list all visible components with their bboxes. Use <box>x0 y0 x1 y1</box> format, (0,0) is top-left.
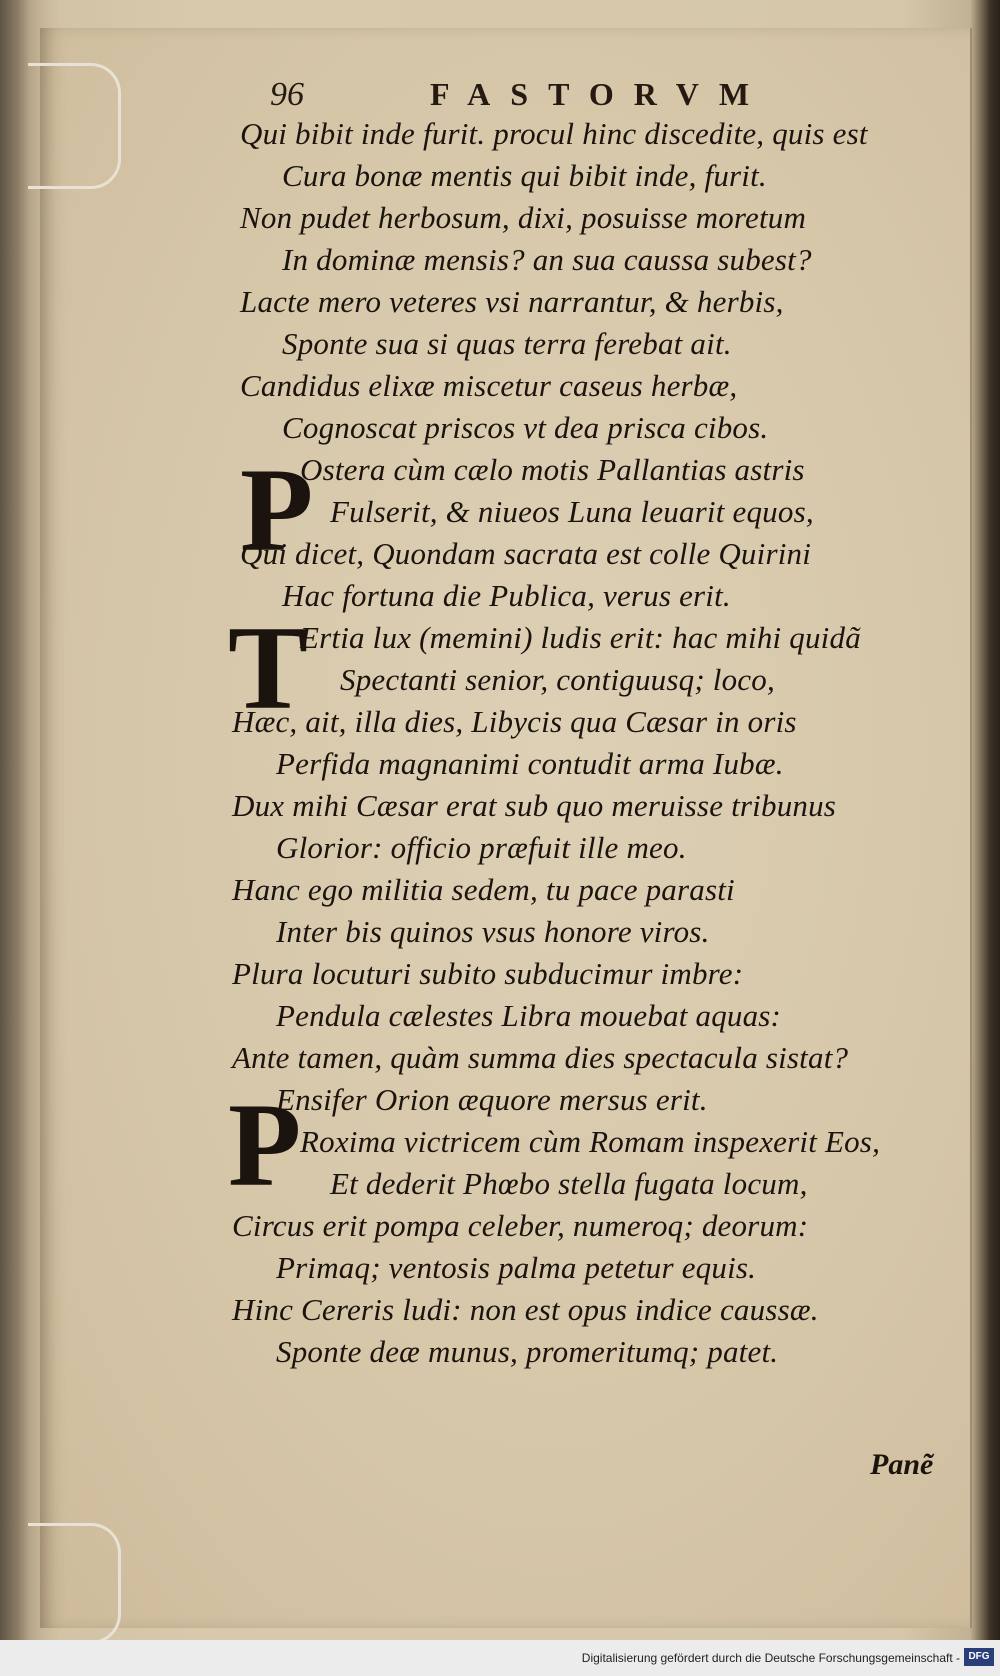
funding-notice: Digitalisierung gefördert durch die Deutsche Forschungsgemeinschaft - <box>581 1651 960 1665</box>
verse-line: Ensifer Orion æquore mersus erit. <box>276 1082 708 1117</box>
verse-line: In dominæ mensis? an sua caussa subest? <box>282 242 812 277</box>
catchword: Panẽ <box>870 1448 934 1481</box>
verse-line: Ante tamen, quàm summa dies spectacula sistat? <box>232 1040 849 1075</box>
dfg-logo: DFG <box>964 1648 994 1666</box>
drop-cap: P <box>240 443 314 576</box>
verse-line: Hæc, ait, illa dies, Libycis qua Cæsar in oris <box>232 704 797 739</box>
verse-line: Dux mihi Cæsar erat sub quo meruisse tribunus <box>232 788 837 823</box>
page-number: 96 <box>270 76 304 113</box>
verse-line: Sponte sua si quas terra ferebat ait. <box>282 326 732 361</box>
verse-line: Qui bibit inde furit. procul hinc discedite, quis est <box>240 116 868 151</box>
verse-line: Inter bis quinos vsus honore viros. <box>276 914 710 949</box>
drop-cap: P <box>228 1078 302 1211</box>
verse-line: Ostera cùm cælo motis Pallantias astris <box>300 452 805 487</box>
drop-cap: T <box>228 601 309 734</box>
running-title: FASTORVM <box>430 76 770 112</box>
verse-line: Qui dicet, Quondam sacrata est colle Quirini <box>240 536 812 571</box>
verse-line: Ertia lux (memini) ludis erit: hac mihi quidã <box>300 620 861 655</box>
verse-line: Plura locuturi subito subducimur imbre: <box>232 956 744 991</box>
page-header <box>270 76 830 116</box>
verse-line: Circus erit pompa celeber, numeroq; deorum: <box>232 1208 809 1243</box>
verse-line: Hanc ego militia sedem, tu pace parasti <box>232 872 735 907</box>
verse-line: Hac fortuna die Publica, verus erit. <box>282 578 731 613</box>
verse-line: Glorior: officio præfuit ille meo. <box>276 830 687 865</box>
verse-line: Et dederit Phœbo stella fugata locum, <box>330 1166 808 1201</box>
verse-line: Spectanti senior, contiguusq; loco, <box>340 662 775 697</box>
verse-line: Hinc Cereris ludi: non est opus indice caussæ. <box>232 1292 819 1327</box>
verse-line: Pendula cælestes Libra mouebat aquas: <box>276 998 782 1033</box>
verse-line: Fulserit, & niueos Luna leuarit equos, <box>330 494 814 529</box>
verse-line: Cognoscat priscos vt dea prisca cibos. <box>282 410 769 445</box>
verse-line: Candidus elixæ miscetur caseus herbæ, <box>240 368 738 403</box>
verse-line: Roxima victricem cùm Romam inspexerit Eos, <box>300 1124 881 1159</box>
verse-line: Cura bonæ mentis qui bibit inde, furit. <box>282 158 767 193</box>
verse-line: Primaq; ventosis palma petetur equis. <box>276 1250 757 1285</box>
verse-line: Sponte deæ munus, promeritumq; patet. <box>276 1334 779 1369</box>
page-clip-top <box>28 63 121 189</box>
verse-line: Non pudet herbosum, dixi, posuisse moretum <box>240 200 807 235</box>
verse-line: Perfida magnanimi contudit arma Iubæ. <box>276 746 784 781</box>
page-clip-bottom <box>28 1523 121 1644</box>
verse-line: Lacte mero veteres vsi narrantur, & herbis, <box>240 284 784 319</box>
